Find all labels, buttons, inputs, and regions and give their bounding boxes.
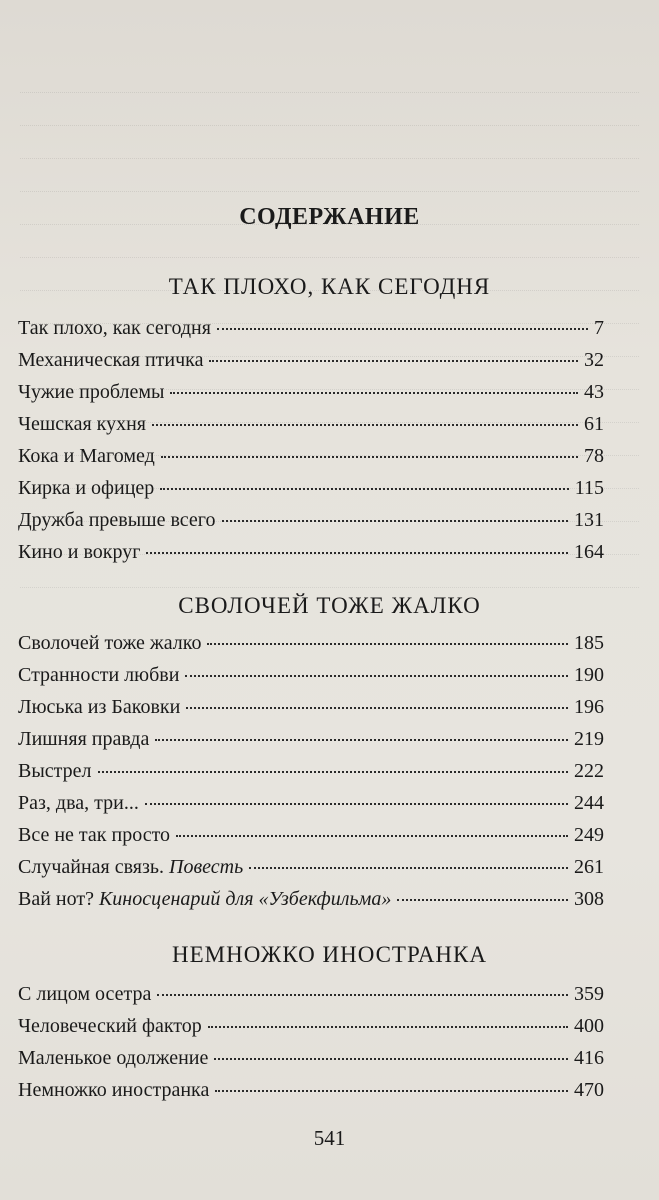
dot-leader [397, 899, 568, 901]
entry-page: 359 [574, 983, 604, 1005]
toc-entry[interactable] [18, 632, 604, 664]
entry-page: 78 [584, 445, 604, 467]
entry-title: Раз, два, три... [18, 792, 139, 814]
entry-page: 470 [574, 1079, 604, 1101]
entry-page: 249 [574, 824, 604, 846]
toc-entry[interactable] [18, 381, 604, 413]
entry-title: Механическая птичка [18, 349, 204, 371]
dot-leader [98, 771, 569, 773]
dot-leader [217, 328, 588, 330]
entry-page: 244 [574, 792, 604, 814]
entry-title: Кока и Магомед [18, 445, 155, 467]
entry-page: 222 [574, 760, 604, 782]
dot-leader [152, 424, 578, 426]
toc-entry[interactable] [18, 477, 604, 509]
entry-title: Кино и вокруг [18, 541, 141, 563]
toc-entry[interactable] [18, 1015, 604, 1047]
toc-entry[interactable] [18, 792, 604, 824]
section-title-3: НЕМНОЖКО ИНОСТРАНКА [171, 942, 487, 967]
dot-leader [209, 360, 578, 362]
entry-page: 308 [574, 888, 604, 910]
entry-page: 261 [574, 856, 604, 878]
entry-title: Люська из Баковки [18, 696, 181, 718]
entry-title: Так плохо, как сегодня [18, 317, 211, 339]
dot-leader [145, 803, 568, 805]
entry-page: 164 [574, 541, 604, 563]
dot-leader [186, 707, 568, 709]
entry-title: Сволочей тоже жалко [18, 632, 202, 654]
section-title-1: ТАК ПЛОХО, КАК СЕГОДНЯ [168, 274, 491, 299]
section-3-entries [18, 983, 604, 1111]
toc-heading: СОДЕРЖАНИЕ [239, 204, 420, 230]
entry-title: Выстрел [18, 760, 92, 782]
section-title-2: СВОЛОЧЕЙ ТОЖЕ ЖАЛКО [178, 593, 481, 618]
entry-page: 131 [574, 509, 604, 531]
dot-leader [215, 1090, 568, 1092]
entry-page: 43 [584, 381, 604, 403]
toc-entry[interactable] [18, 728, 604, 760]
toc-entry[interactable] [18, 888, 604, 920]
toc-entry[interactable] [18, 856, 604, 888]
entry-title: С лицом осетра [18, 983, 152, 1005]
toc-entry[interactable] [18, 1079, 604, 1111]
entry-title: Дружба превыше всего [18, 509, 216, 531]
entry-title: Странности любви [18, 664, 180, 686]
dot-leader [207, 643, 568, 645]
toc-entry[interactable] [18, 760, 604, 792]
entry-title-group [18, 856, 243, 879]
toc-entry[interactable] [18, 664, 604, 696]
dot-leader [160, 488, 568, 490]
entry-page: 416 [574, 1047, 604, 1069]
dot-leader [208, 1026, 568, 1028]
dot-leader [176, 835, 568, 837]
toc-entry[interactable] [18, 445, 604, 477]
entry-title: Лишняя правда [18, 728, 150, 750]
entry-title: Вай нот? [18, 888, 94, 910]
toc-entry[interactable] [18, 983, 604, 1015]
entry-title: Случайная связь. [18, 856, 165, 878]
toc-entry[interactable] [18, 696, 604, 728]
toc-entry[interactable] [18, 317, 604, 349]
dot-leader [157, 994, 568, 996]
entry-page: 185 [574, 632, 604, 654]
entry-page: 61 [584, 413, 604, 435]
dot-leader [161, 456, 578, 458]
dot-leader [146, 552, 568, 554]
entry-title-group [18, 888, 391, 911]
entry-title: Все не так просто [18, 824, 171, 846]
entry-title: Маленькое одолжение [18, 1047, 209, 1069]
entry-title: Чешская кухня [18, 413, 146, 435]
entry-title: Кирка и офицер [18, 477, 155, 499]
entry-page: 7 [594, 317, 604, 339]
entry-title: Человеческий фактор [18, 1015, 202, 1037]
entry-page: 190 [574, 664, 604, 686]
entry-subtitle: Повесть [169, 856, 244, 878]
entry-page: 115 [574, 477, 604, 499]
dot-leader [170, 392, 578, 394]
entry-title: Чужие проблемы [18, 381, 165, 403]
toc-entry[interactable] [18, 413, 604, 445]
entry-page: 196 [574, 696, 604, 718]
dot-leader [222, 520, 569, 522]
section-2-entries [18, 632, 604, 920]
dot-leader [155, 739, 568, 741]
toc-entry[interactable] [18, 541, 604, 573]
entry-page: 219 [574, 728, 604, 750]
dot-leader [249, 867, 568, 869]
entry-page: 400 [574, 1015, 604, 1037]
dot-leader [185, 675, 568, 677]
entry-subtitle: Киносценарий для «Узбекфильма» [98, 888, 392, 910]
toc-entry[interactable] [18, 1047, 604, 1079]
toc-entry[interactable] [18, 349, 604, 381]
dot-leader [214, 1058, 568, 1060]
page-number: 541 [313, 1126, 346, 1150]
entry-title: Немножко иностранка [18, 1079, 210, 1101]
toc-entry[interactable] [18, 509, 604, 541]
entry-page: 32 [584, 349, 604, 371]
toc-entry[interactable] [18, 824, 604, 856]
section-1-entries [18, 317, 604, 573]
